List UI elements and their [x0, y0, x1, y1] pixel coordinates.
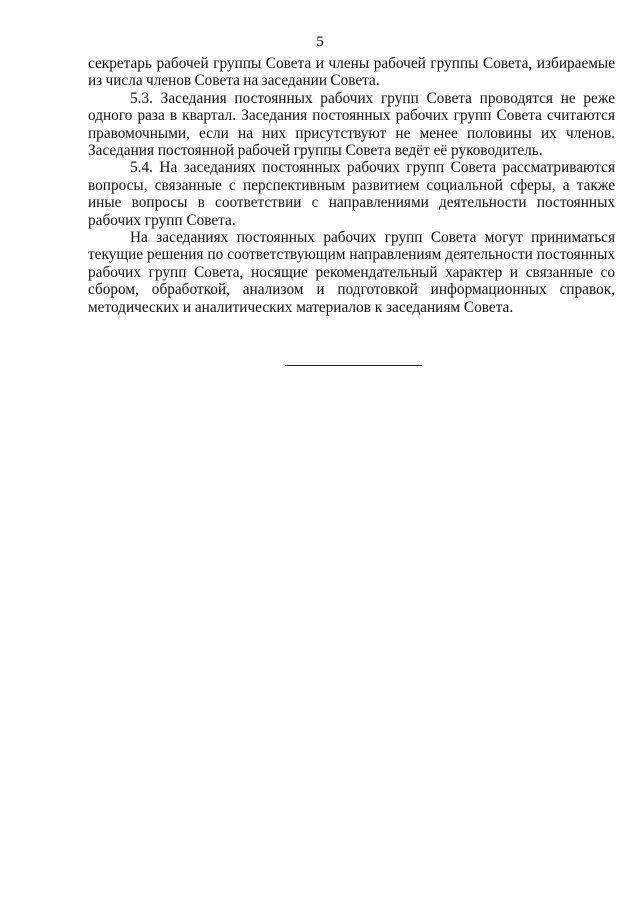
paragraph-5-3: 5.3. Заседания постоянных рабочих групп Совета проводятся не реже одного раза в квартал. Заседания постоянных рабочих групп Совета считаются правомочными, если на них присутствуют не менее половины их членов. Заседания постоянной рабочей группы Совета ведёт её руководитель. — [88, 89, 615, 160]
paragraph-continuation: секретарь рабочей группы Совета и члены рабочей группы Совета, избираемые из числа членов Совета на заседании Совета. — [88, 55, 615, 90]
paragraph-5-4: 5.4. На заседаниях постоянных рабочих групп Совета рассматриваются вопросы, связанные с перспективным развитием социальной сферы, а также иные вопросы в соответствии с направлениями деятельности постоянных рабочих групп Совета. — [88, 159, 615, 229]
page-number: 5 — [316, 34, 324, 50]
closing-divider-line — [285, 365, 422, 366]
paragraph-decisions: На заседаниях постоянных рабочих групп Совета могут приниматься текущие решения по соответствующим направлениям деятельности постоянных рабочих групп Совета, носящие рекомендательный характер и связанные со сбором, обработкой, анализом и подготовкой информационных справок, методических и аналитических материалов к заседаниям Совета. — [88, 229, 615, 316]
document-body — [88, 55, 615, 316]
